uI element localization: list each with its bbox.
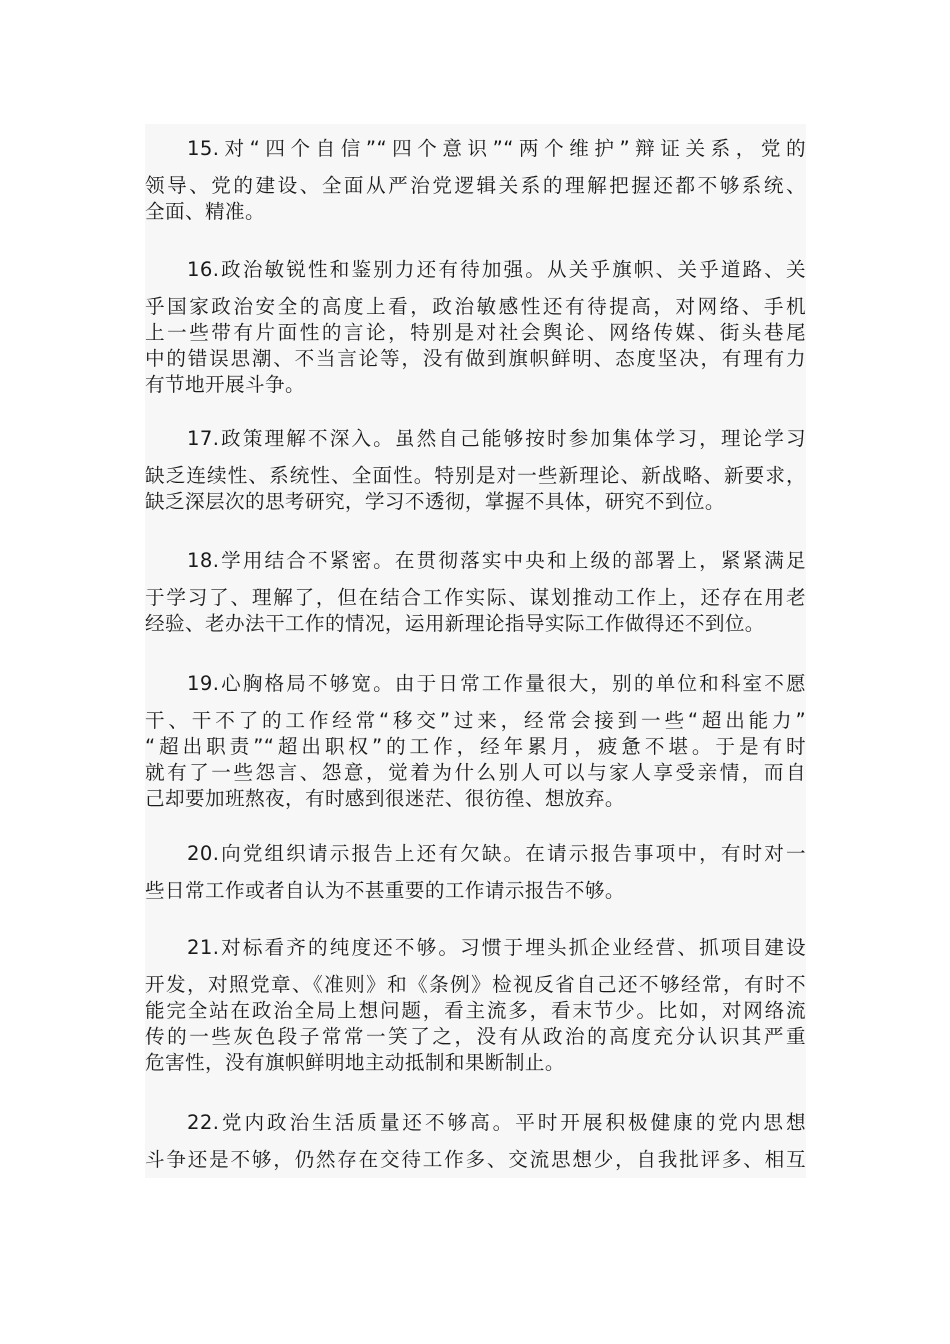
- paragraph: [145, 257, 806, 398]
- paragraph: [145, 935, 806, 1076]
- paragraph-line: 斗争还是不够，仍然存在交待工作多、交流思想少，自我批评多、相互: [145, 1148, 806, 1171]
- paragraph-line: 全面、精准。: [145, 200, 265, 223]
- paragraph: [145, 548, 806, 637]
- paragraph-line: 有节地开展斗争。: [145, 373, 305, 396]
- paragraph: [145, 1110, 806, 1173]
- paragraph-line: 上一些带有片面性的言论，特别是对社会舆论、网络传媒、街头巷尾: [145, 321, 806, 344]
- paragraph-line: 传的一些灰色段子常常一笑了之，没有从政治的高度充分认识其严重: [145, 1025, 806, 1048]
- paragraph-line: 18.学用结合不紧密。在贯彻落实中央和上级的部署上，紧紧满足: [187, 549, 806, 572]
- paragraph-line: 开发，对照党章、《准则》和《条例》检视反省自己还不够经常，有时不: [145, 973, 806, 996]
- paragraph-line: 17.政策理解不深入。虽然自己能够按时参加集体学习，理论学习: [187, 427, 806, 450]
- paragraph: [145, 136, 806, 225]
- paragraph-line: 些日常工作或者自认为不甚重要的工作请示报告不够。: [145, 879, 625, 902]
- paragraph-line: 领导、党的建设、全面从严治党逻辑关系的理解把握还都不够系统、: [145, 174, 806, 197]
- paragraph-line: 22.党内政治生活质量还不够高。平时开展积极健康的党内思想: [187, 1111, 806, 1134]
- paragraph-line: 乎国家政治安全的高度上看，政治敏感性还有待提高，对网络、手机: [145, 295, 806, 318]
- paragraph-line: 缺乏深层次的思考研究，学习不透彻，掌握不具体，研究不到位。: [145, 490, 725, 513]
- paragraph-line: “超出职责”“超出职权”的工作，经年累月，疲惫不堪。于是有时: [145, 735, 806, 758]
- paragraph-line: 20.向党组织请示报告上还有欠缺。在请示报告事项中，有时对一: [187, 842, 806, 865]
- paragraph-line: 缺乏连续性、系统性、全面性。特别是对一些新理论、新战略、新要求，: [145, 464, 806, 487]
- paragraph-line: 中的错误思潮、不当言论等，没有做到旗帜鲜明、态度坚决，有理有力: [145, 347, 806, 370]
- document-page: [145, 124, 806, 1178]
- paragraph-line: 21.对标看齐的纯度还不够。习惯于埋头抓企业经营、抓项目建设: [187, 936, 806, 959]
- paragraph-line: 危害性，没有旗帜鲜明地主动抵制和果断制止。: [145, 1051, 565, 1074]
- paragraph-line: 19.心胸格局不够宽。由于日常工作量很大，别的单位和科室不愿: [187, 672, 806, 695]
- paragraph-line: 15.对“四个自信”“四个意识”“两个维护”辩证关系，党的: [187, 137, 806, 160]
- paragraph-line: 干、干不了的工作经常“移交”过来，经常会接到一些“超出能力”: [145, 709, 806, 732]
- paragraph: [145, 426, 806, 515]
- paragraph-line: 就有了一些怨言、怨意，觉着为什么别人可以与家人享受亲情，而自: [145, 761, 806, 784]
- paragraph-line: 能完全站在政治全局上想问题，看主流多，看末节少。比如，对网络流: [145, 999, 806, 1022]
- paragraph-line: 己却要加班熬夜，有时感到很迷茫、很彷徨、想放弃。: [145, 787, 625, 810]
- paragraph: [145, 841, 806, 904]
- paragraph-line: 经验、老办法干工作的情况，运用新理论指导实际工作做得还不到位。: [145, 612, 765, 635]
- paragraph: [145, 671, 806, 812]
- paragraph-line: 于学习了、理解了，但在结合工作实际、谋划推动工作上，还存在用老: [145, 586, 806, 609]
- paragraph-line: 16.政治敏锐性和鉴别力还有待加强。从关乎旗帜、关乎道路、关: [187, 258, 806, 281]
